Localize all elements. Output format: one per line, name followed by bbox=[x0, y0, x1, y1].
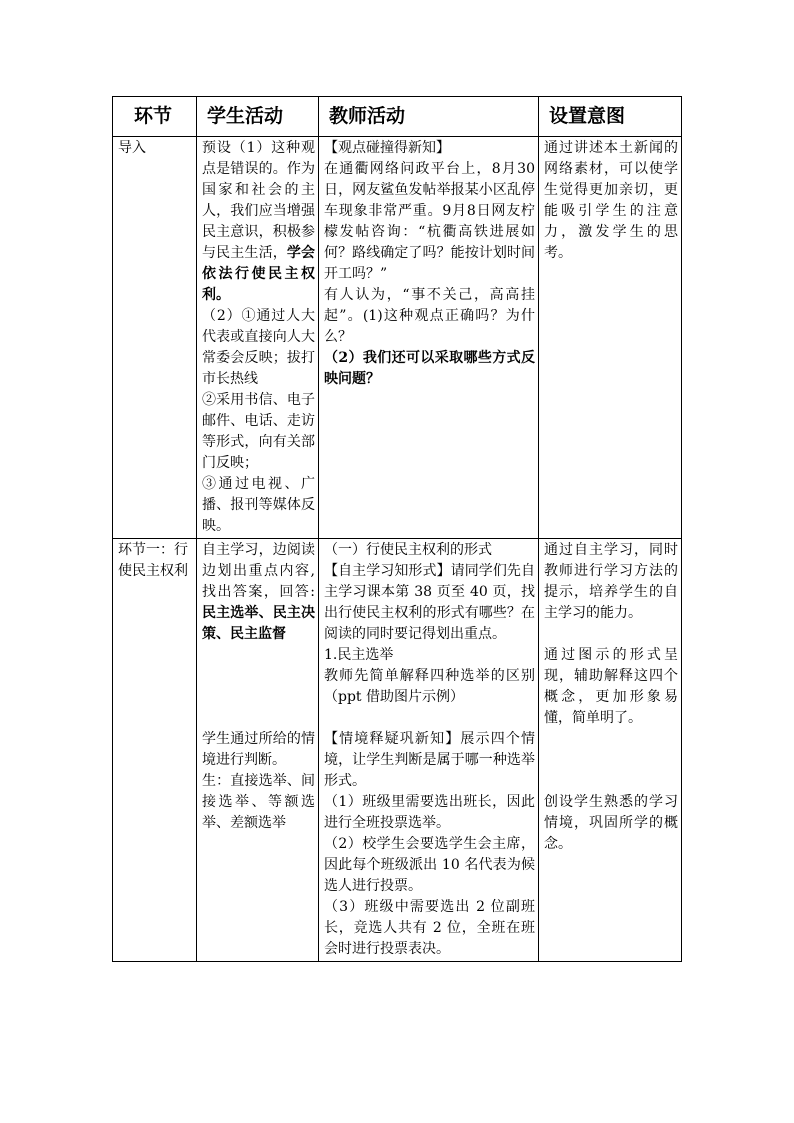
header-teacher-activity: 教师活动 bbox=[319, 97, 539, 137]
teacher-activity-cell bbox=[319, 137, 539, 539]
lesson-plan-table bbox=[112, 96, 682, 962]
teacher-text: （1）班级里需要选出班长，因此进行全班投票选举。 bbox=[324, 794, 535, 831]
teacher-text: （2）校学生会要选学生会主席，因此每个班级派出 10 名代表为候选人进行投票。 bbox=[324, 836, 535, 894]
intent-text: 通过自主学习，同时教师进行学习方法的提示，培养学生的自主学习的能力。 bbox=[544, 542, 678, 621]
header-student-activity: 学生活动 bbox=[197, 97, 319, 137]
student-bold-text: 民主选举、民主决策、民主监督 bbox=[202, 605, 315, 642]
teacher-text: 【情境释疑巩新知】展示四个情境，让学生判断是属于哪一种选举形式。 bbox=[324, 731, 535, 789]
stage-cell bbox=[113, 539, 197, 962]
design-intent-cell bbox=[539, 137, 682, 539]
student-bold-text: 学会依法行使民主权利。 bbox=[202, 245, 316, 303]
stage-label: 环节一：行使民主权利 bbox=[118, 542, 188, 579]
student-text: （2）①通过人大代表或直接向人大常委会反映；拔打市长热线 bbox=[202, 308, 315, 387]
teacher-text: 1.民主选举 bbox=[324, 647, 394, 663]
student-text: 预设（1）这种观点是错误的。作为国家和社会的主人，我们应当增强民主意识，积极参与民主生活， bbox=[202, 140, 315, 261]
teacher-text: （一）行使民主权利的形式 bbox=[324, 542, 492, 558]
intent-text: 通过讲述本土新闻的网络素材，可以使学生觉得更加亲切，更能吸引学生的注意力，激发学生的思考。 bbox=[544, 140, 678, 261]
student-text: 学生通过所给的情境进行判断。 bbox=[202, 731, 315, 768]
spacer bbox=[544, 729, 678, 792]
header-stage: 环节 bbox=[113, 97, 197, 137]
teacher-text: 教师先简单解释四种选举的区别（ppt 借助图片示例） bbox=[324, 668, 535, 705]
table-row bbox=[113, 539, 682, 962]
teacher-bold-text: （2）我们还可以采取哪些方式反映问题？ bbox=[324, 350, 535, 387]
student-text: ②采用书信、电子邮件、电话、走访等形式，向有关部门反映； bbox=[202, 392, 315, 471]
teacher-text: 有人认为，“事不关己，高高挂起”。(1)这种观点正确吗？为什么？ bbox=[324, 287, 535, 345]
student-text: 自主学习，边阅读边划出重点内容,找出答案，回答: bbox=[202, 542, 315, 600]
student-text: 生：直接选举、间接选举、等额选举、差额选举 bbox=[202, 773, 315, 831]
spacer bbox=[324, 708, 535, 729]
student-activity-cell bbox=[197, 137, 319, 539]
teacher-text: （3）班级中需要选出 2 位副班长，竞选人共有 2 位，全班在班会时进行投票表决。 bbox=[324, 899, 535, 957]
header-row bbox=[113, 97, 682, 137]
spacer bbox=[202, 645, 315, 729]
intent-text: 创设学生熟悉的学习情境，巩固所学的概念。 bbox=[544, 794, 678, 852]
teacher-text: 在通衢网络问政平台上，8月30日，网友鲨鱼发帖举报某小区乱停车现象非常严重。9月8日网友柠檬发帖咨询：“杭衢高铁进展如何？路线确定了吗？能按计划时间开工吗？” bbox=[324, 161, 535, 282]
design-intent-cell bbox=[539, 539, 682, 962]
student-text: ③通过电视、广播、报刊等媒体反映。 bbox=[202, 476, 315, 534]
teacher-text: 【观点碰撞得新知】 bbox=[324, 140, 450, 156]
intent-text: 通过图示的形式呈现，辅助解释这四个概念，更加形象易懂，简单明了。 bbox=[544, 647, 678, 726]
table-row bbox=[113, 137, 682, 539]
stage-cell bbox=[113, 137, 197, 539]
teacher-text: 【自主学习知形式】请同学们先自主学习课本第 38 页至 40 页，找出行使民主权利的形式有哪些？在阅读的同时要记得划出重点。 bbox=[324, 563, 535, 642]
student-activity-cell bbox=[197, 539, 319, 962]
stage-label: 导入 bbox=[118, 140, 146, 156]
header-design-intent: 设置意图 bbox=[539, 97, 682, 137]
teacher-activity-cell bbox=[319, 539, 539, 962]
spacer bbox=[544, 624, 678, 645]
